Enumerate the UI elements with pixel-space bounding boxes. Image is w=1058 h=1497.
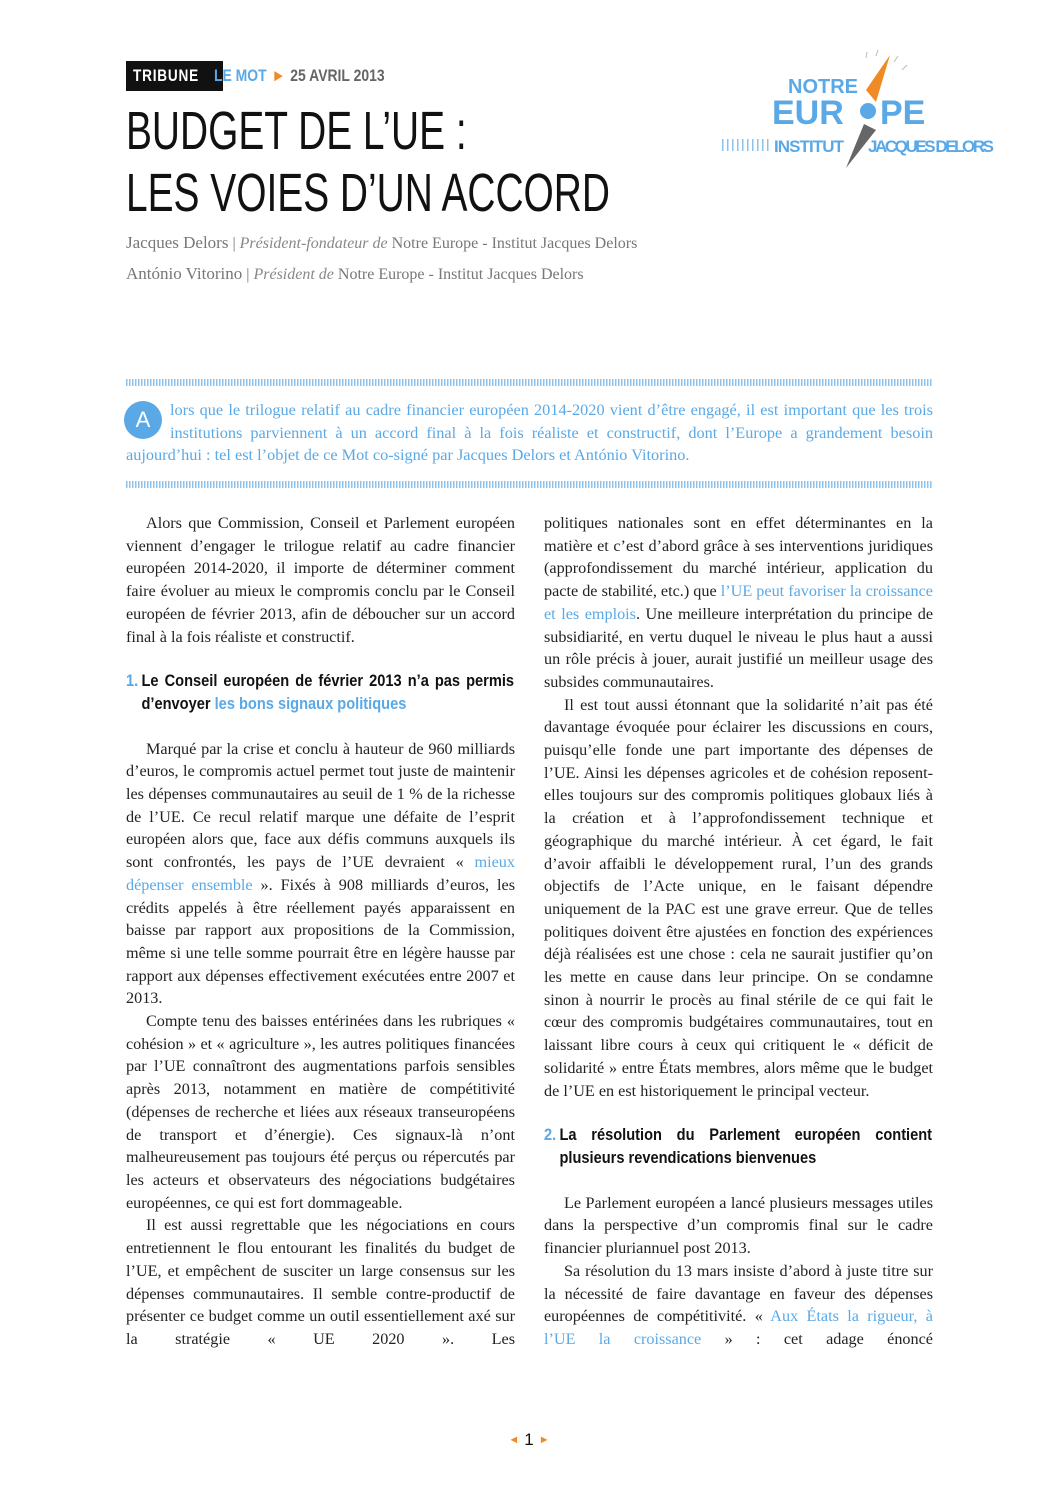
section-number: 2. — [544, 1125, 557, 1145]
paragraph — [544, 512, 933, 694]
section-heading — [544, 1124, 932, 1169]
text-run: ». Fixés à 908 milliards d’euros, les crédits appelés à être réellement payés apparaissent en baisse par rapport aux propositions de la Commission, même si une telle somme pourrait être en légère hausse par rapport aux dépenses effectivement exécutées entre 2007 et 2013. — [126, 875, 516, 1008]
paragraph — [126, 1010, 515, 1214]
paragraph — [126, 738, 515, 1010]
intro-text: lors que le trilogue relatif au cadre financier européen 2014-2020 vient d’être engagé, il est important que les trois institutions parviennent à un accord final à la fois réaliste et constructif, dont l’Europe a grandement besoin aujourd’hui : tel est l’objet de ce Mot co-signé par Jacques Delors et António Vitorino. — [126, 400, 933, 465]
notre-europe-logo — [716, 50, 1006, 170]
svg-text:INSTITUT: INSTITUT — [774, 137, 844, 156]
text-run: politiques nationales sont en effet déterminantes en la matière et c’est d’abord grâce à ses interventions juridiques (approfondissement du marché intérieur, application du pacte de stabilité, etc.) que — [544, 514, 933, 601]
doc-date: 25 AVRIL 2013 — [290, 66, 385, 85]
author-role: Président de — [253, 266, 334, 283]
page-number-label: 1 — [524, 1430, 534, 1449]
kicker — [214, 66, 385, 86]
title-line-2: LES VOIES D’UN ACCORD — [126, 163, 610, 223]
author-2 — [126, 264, 584, 284]
text-run: . Une meilleure interprétation du principe de subsidiarité, en vertu duquel le niveau le plus haut a aussi un rôle précis à jouer, aurait justifié un meilleur usage des subsides communautaires. — [544, 604, 933, 691]
divider-bottom — [126, 481, 933, 488]
divider-top — [126, 379, 933, 386]
text-run: Le Conseil européen de février 2013 n’a pas permis d’envoyer — [141, 671, 515, 713]
author-name: António Vitorino — [126, 264, 243, 283]
svg-text:EUR: EUR — [772, 94, 844, 132]
text-run: Sa résolution du 13 mars insiste d’abord à juste titre sur la nécessité de faire davantage en faveur des dépenses européennes de compétitivité. « — [544, 1261, 933, 1326]
inline-link[interactable]: Aux États la rigueur, à l’UE la croissance — [544, 1307, 933, 1348]
title-line-1: BUDGET DE L’UE : — [126, 101, 467, 161]
text-run: Marqué par la crise et conclu à hauteur de 960 milliards d’euros, le compromis actuel permet tout juste de maintenir les dépenses communautaires au seuil de 1 % de la richesse de l’UE. Ce recul relatif marque une défaite de l’esprit européen alors que, face aux défis communs auxquels ils sont confrontés, les pays de l’UE devraient « — [126, 739, 515, 872]
svg-text:NOTRE: NOTRE — [788, 76, 858, 98]
text-run: Il est tout aussi étonnant que la solidarité n’ait pas été davantage évoquée pour éclairer les discussions en cours, puisqu’elle fonde une part importante des dépenses de l’UE. Ainsi les dépenses agricoles et de cohésion reposent-elles toujours sur des compromis politiques globaux liés à la création et à l’approfondissement technique et géographique du marché intérieur. À cet égard, le fait d’avoir affaibli le développement rural, l’un des grands objectifs de l’Acte unique, en le faisant dépendre uniquement de la PAC est une grave erreur. Que de telles politiques doivent être ajustées en fonction des expériences déjà réalisées est une chose : cela ne saurait justifier qu’on les mette en cause dans leur principe. On se condamne sinon à nourrir le procès au final stérile de ce qui fait le cœur des compromis budgétaires communautaires, tout en laissant libre cours à ceux qui critiquent le « déficit de solidarité » entre États membres, alors même que le budget de l’UE en est historiquement le principal vecteur. — [544, 695, 933, 1100]
paragraph — [126, 512, 515, 648]
inline-link[interactable]: l’UE peut favoriser la croissance et les emplois — [544, 582, 933, 623]
inline-link[interactable]: les bons signaux politiques — [214, 693, 407, 713]
text-run: Compte tenu des baisses entérinées dans les rubriques « cohésion » et « agriculture », les autres politiques financées par l’UE connaîtront des augmentations parfois sensibles après 2013, notamment en matière de compétitivité (dépenses de recherche et liées aux réseaux transeuropéens de transport et d’énergie). Ces signaux-là n’ont malheureusement pas toujours été perçus ou répercutés par les acteurs et observateurs des négociations budgétaires européennes, ce qui est fort dommageable. — [126, 1012, 515, 1212]
page-number — [0, 1430, 1058, 1450]
tribune-tag — [126, 61, 223, 91]
text-run: » : cet adage énoncé — [701, 1329, 933, 1348]
text-run: La résolution du Parlement européen contient plusieurs revendications bienvenues — [559, 1125, 933, 1167]
intro-chapeau — [126, 399, 933, 467]
arrow-left-icon: ◄ — [508, 1434, 520, 1446]
right-column — [544, 512, 933, 1351]
paragraph — [544, 1192, 933, 1260]
author-org: Notre Europe - Institut Jacques Delors — [391, 235, 638, 252]
separator: | — [232, 235, 236, 252]
text-run: Alors que Commission, Conseil et Parlement européen viennent d’engager le trilogue relatif au cadre financier européen 2014-2020, il importe de déterminer comment faire évoluer au mieux le compromis conclu par le Conseil européen de février 2013, afin de déboucher sur un accord final à la fois réaliste et constructif. — [126, 514, 515, 646]
dropcap: A — [124, 401, 162, 439]
text-run: Le Parlement européen a lancé plusieurs messages utiles dans la perspective d’un compromis final sur le cadre financier pluriannuel post 2013. — [544, 1193, 933, 1258]
separator: | — [246, 266, 250, 283]
section-heading — [126, 670, 514, 715]
left-column — [126, 512, 515, 1351]
svg-text:PE: PE — [880, 94, 926, 132]
author-1 — [126, 233, 637, 253]
paragraph — [544, 1260, 933, 1351]
inline-link[interactable]: mieux dépenser ensemble — [126, 853, 515, 894]
arrow-icon: ► — [271, 66, 286, 85]
author-role: Président-fondateur de — [239, 235, 388, 252]
arrow-right-icon: ► — [538, 1434, 550, 1446]
text-run: Il est aussi regrettable que les négociations en cours entretiennent le flou entourant les finalités du budget de l’UE, et empêchent de susciter un large consensus sur les dépenses communautaires. Il semble contre-productif de présenter ce budget comme un outil essentiellement axé sur la stratégie « UE 2020 ». Les — [126, 1216, 515, 1348]
page-title — [126, 100, 610, 224]
author-org: Notre Europe - Institut Jacques Delors — [337, 266, 584, 283]
tag-label: TRIBUNE — [133, 66, 200, 85]
paragraph — [544, 694, 933, 1103]
svg-text:JACQUES DELORS: JACQUES DELORS — [868, 137, 994, 156]
author-name: Jacques Delors — [126, 233, 229, 252]
paragraph — [126, 1214, 515, 1350]
doc-type: LE MOT — [214, 66, 267, 85]
section-number: 1. — [126, 671, 139, 691]
